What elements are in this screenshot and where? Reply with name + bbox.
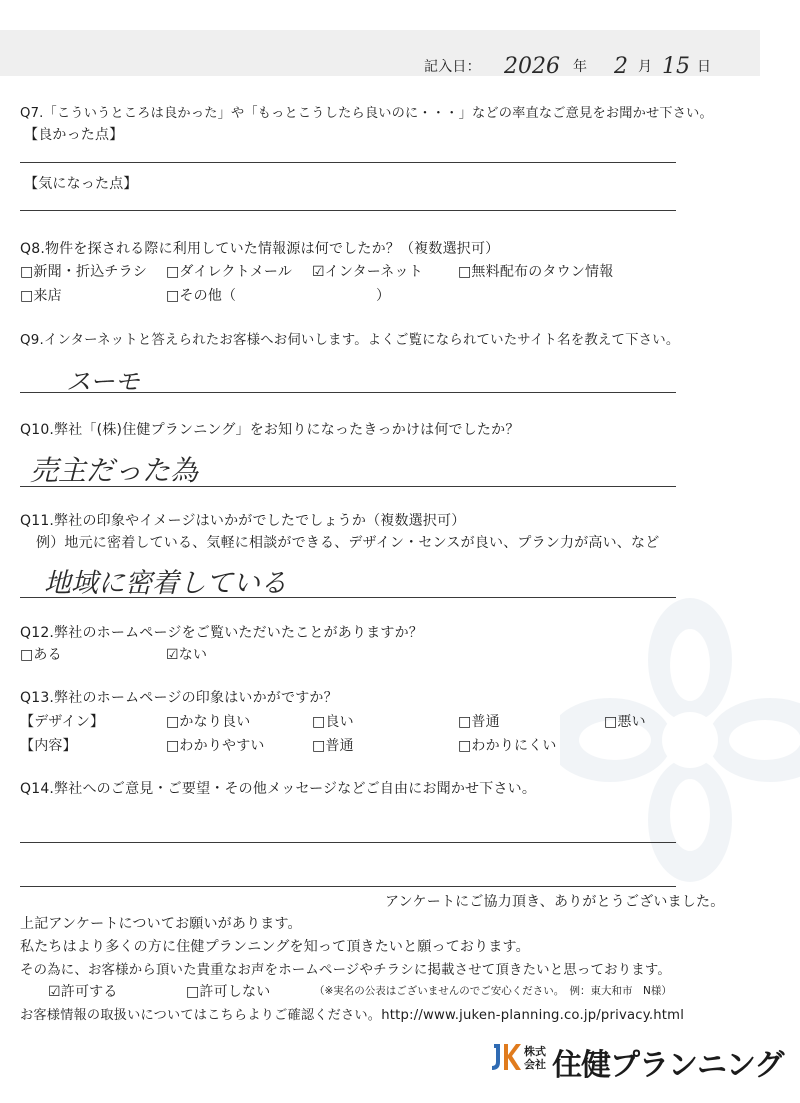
q7-good-label: 【良かった点】 bbox=[24, 127, 124, 143]
q13-design-very-good[interactable]: □かなり良い bbox=[166, 714, 251, 730]
q8-option-direct-mail[interactable]: □ダイレクトメール bbox=[166, 264, 293, 280]
q14-question: Q14.弊社へのご意見・ご要望・その他メッセージなどご自由にお聞かせ下さい。 bbox=[20, 781, 537, 797]
q11-line bbox=[20, 597, 676, 598]
date-label: 記入日： bbox=[424, 59, 481, 75]
deny-checkbox[interactable]: □許可しない bbox=[186, 984, 271, 1000]
q10-line bbox=[20, 486, 676, 487]
q13-content-label: 【内容】 bbox=[20, 738, 77, 754]
privacy-link-text[interactable]: お客様情報の取扱いについてはこちらよりご確認ください。http://www.juken-planning.co.jp/privacy.html bbox=[20, 1008, 685, 1023]
date-month: 2 bbox=[614, 54, 628, 79]
q7-concern-line bbox=[20, 210, 676, 211]
q13-design-bad[interactable]: □悪い bbox=[604, 714, 646, 730]
q7-question: Q7.「こういうところは良かった」や「もっとこうしたら良いのに・・・」などの率直なご意見をお聞かせ下さい。 bbox=[20, 106, 713, 121]
q9-question: Q9.インターネットと答えられたお客様へお伺いします。よくご覧になられていたサイト名を教えて下さい。 bbox=[20, 333, 680, 348]
q14-line-2 bbox=[20, 886, 676, 887]
q13-question: Q13.弊社のホームページの印象はいかがですか？ bbox=[20, 690, 338, 706]
request-line-1: 上記アンケートについてお願いがあります。 bbox=[20, 916, 302, 932]
permit-checkbox[interactable]: ☑許可する bbox=[48, 984, 118, 1000]
q13-content-normal[interactable]: □普通 bbox=[312, 738, 354, 754]
q7-concern-label: 【気になった点】 bbox=[24, 176, 138, 192]
q11-example: 例）地元に密着している、気軽に相談ができる、デザイン・センスが良い、プラン力が高い、など bbox=[36, 535, 660, 551]
q12-option-no[interactable]: ☑ない bbox=[166, 647, 208, 663]
q12-option-yes[interactable]: □ある bbox=[20, 647, 62, 663]
q11-answer: 地域に密着している bbox=[44, 568, 287, 599]
q10-question: Q10.弊社「(株)住健プランニング」をお知りになったきっかけは何でしたか？ bbox=[20, 422, 520, 438]
q9-answer: スーモ bbox=[66, 367, 140, 396]
company-logo-mark-icon bbox=[488, 1040, 522, 1076]
crest-watermark bbox=[560, 570, 800, 900]
q13-design-normal[interactable]: □普通 bbox=[458, 714, 500, 730]
date-year: 2026 bbox=[504, 54, 560, 79]
thanks-text: アンケートにご協力頂き、ありがとうございました。 bbox=[385, 894, 725, 910]
q13-content-clear[interactable]: □わかりやすい bbox=[166, 738, 265, 754]
q8-option-town-info[interactable]: □無料配布のタウン情報 bbox=[458, 264, 614, 280]
q11-question: Q11.弊社の印象やイメージはいかがでしたでしょうか（複数選択可） bbox=[20, 513, 466, 529]
request-line-3: その為に、お客様から頂いた貴重なお声をホームページやチラシに掲載させて頂きたいと思っております。 bbox=[20, 963, 672, 978]
q13-design-good[interactable]: □良い bbox=[312, 714, 354, 730]
request-line-2: 私たちはより多くの方に住健プランニングを知って頂きたいと願っております。 bbox=[20, 939, 530, 955]
q8-option-internet[interactable]: ☑インターネット bbox=[312, 264, 423, 280]
q12-question: Q12.弊社のホームページをご覧いただいたことがありますか？ bbox=[20, 625, 424, 641]
q8-option-other[interactable]: □その他（ bbox=[166, 288, 237, 304]
date-year-unit: 年 bbox=[573, 59, 588, 75]
date-day-unit: 日 bbox=[697, 59, 712, 75]
q10-answer: 売主だった為 bbox=[30, 454, 199, 487]
q13-design-label: 【デザイン】 bbox=[20, 714, 105, 730]
date-day: 15 bbox=[662, 54, 690, 79]
q8-option-other-close: ） bbox=[376, 288, 391, 304]
q8-question: Q8.物件を探される際に利用していた情報源は何でしたか？（複数選択可） bbox=[20, 241, 500, 257]
q7-good-line bbox=[20, 162, 676, 163]
q9-line bbox=[20, 392, 676, 393]
q8-option-newspaper[interactable]: □新聞・折込チラシ bbox=[20, 264, 148, 280]
company-name: 住健プランニング bbox=[552, 1048, 784, 1083]
company-kaisha: 株式会社 bbox=[524, 1045, 546, 1071]
q14-line-1 bbox=[20, 842, 676, 843]
date-month-unit: 月 bbox=[638, 59, 653, 75]
q13-content-unclear[interactable]: □わかりにくい bbox=[458, 738, 557, 754]
q8-option-visit[interactable]: □来店 bbox=[20, 288, 62, 304]
privacy-note: （※実名の公表はございませんのでご安心ください。 例：東大和市 N様） bbox=[314, 985, 672, 997]
